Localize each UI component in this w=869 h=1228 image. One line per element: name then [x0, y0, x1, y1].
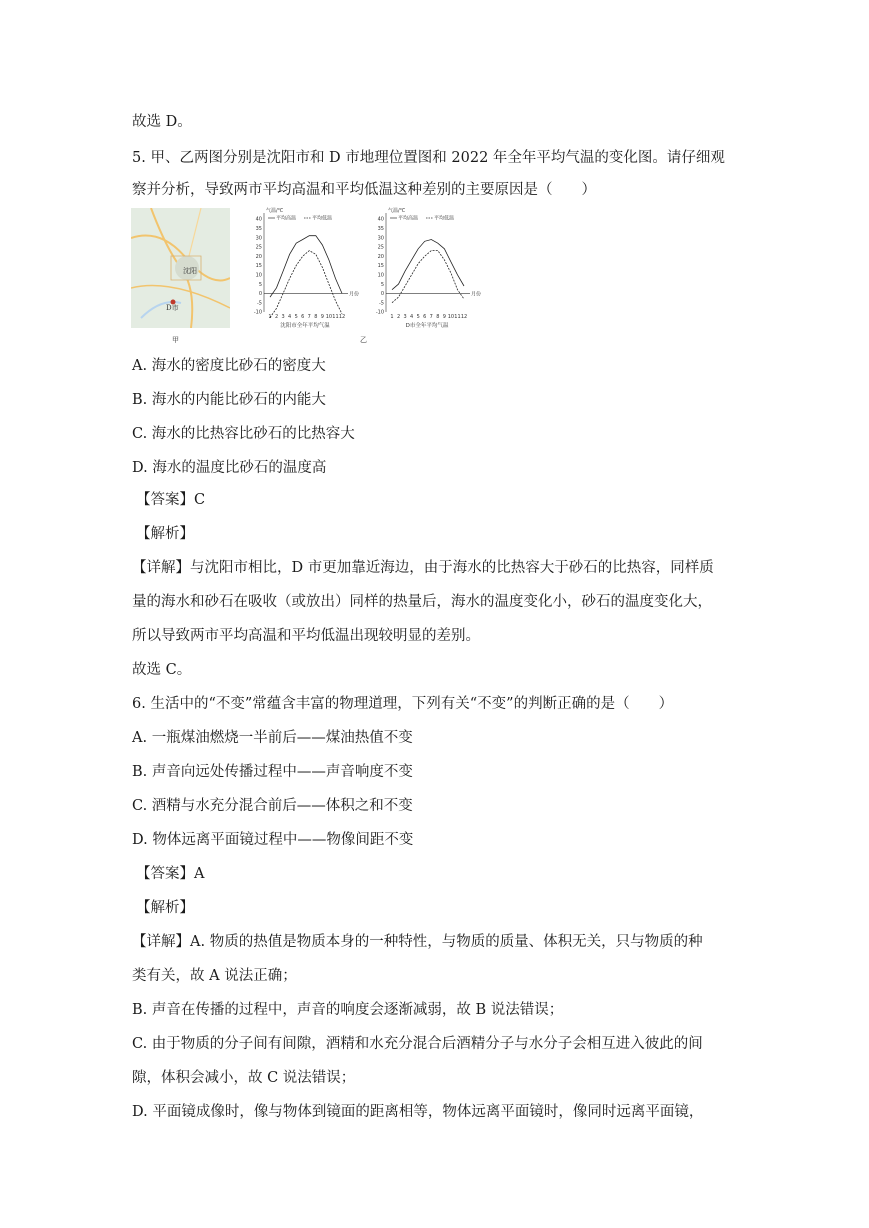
- detail-5-line-1: 【详解】与沈阳市相比，D 市更加靠近海边，由于海水的比热容大于砂石的比热容，同样质: [132, 560, 714, 576]
- x-tick-label: 11: [332, 314, 339, 320]
- x-tick-label: 5: [416, 314, 420, 320]
- legend-high-label: 平均高温: [276, 215, 297, 222]
- y-tick-label: 40: [377, 216, 384, 223]
- y-axis-label: 气温/℃: [388, 208, 406, 214]
- series-line-low: [392, 251, 464, 303]
- x-tick-label: 8: [314, 314, 318, 320]
- legend-low-label: 平均低温: [434, 215, 455, 222]
- option-c: C. 海水的比热容比砂石的比热容大: [132, 426, 355, 442]
- y-tick-label: 0: [258, 291, 262, 298]
- map-d-label: D市: [166, 304, 179, 312]
- option-6b: B. 声音向远处传播过程中——声音响度不变: [132, 764, 413, 780]
- option-6d: D. 物体远离平面镜过程中——物像间距不变: [132, 832, 414, 848]
- map-city-label: 沈阳: [183, 267, 197, 275]
- chart-title: D市全年平均气温: [405, 323, 449, 329]
- y-tick-label: 20: [255, 253, 262, 260]
- x-tick-label: 1: [390, 314, 394, 320]
- x-tick-label: 7: [429, 314, 433, 320]
- map-image: [131, 208, 230, 328]
- answer-5: 【答案】C: [136, 492, 206, 508]
- y-tick-label: 35: [255, 226, 262, 232]
- y-tick-label: 25: [377, 244, 384, 251]
- y-tick-label: 25: [255, 244, 262, 251]
- detail-6-line-3: B. 声音在传播的过程中，声音的响度会逐渐减弱，故 B 说法错误；: [132, 1002, 564, 1018]
- x-tick-label: 4: [410, 314, 414, 320]
- y-tick-label: 10: [377, 272, 384, 279]
- series-line-high: [392, 240, 464, 290]
- x-tick-label: 11: [454, 314, 461, 320]
- x-axis-label: 月份: [348, 291, 360, 298]
- option-b: B. 海水的内能比砂石的内能大: [132, 392, 326, 408]
- option-d: D. 海水的温度比砂石的温度高: [132, 460, 327, 476]
- x-tick-label: 6: [423, 314, 427, 320]
- y-tick-label: -10: [253, 309, 262, 316]
- detail-5-line-3: 所以导致两市平均高温和平均低温出现较明显的差别。: [132, 628, 480, 644]
- x-tick-label: 10: [325, 314, 333, 320]
- x-tick-label: 3: [403, 314, 407, 320]
- series-line-high: [270, 236, 342, 297]
- figure-label-yi: 乙: [360, 336, 367, 344]
- x-tick-label: 5: [294, 314, 298, 320]
- x-tick-label: 10: [447, 314, 455, 320]
- chart-title: 沈阳市全年平均气温: [280, 323, 330, 329]
- detail-5-line-2: 量的海水和砂石在吸收（或放出）同样的热量后，海水的温度变化小，砂石的温度变化大，: [132, 594, 712, 610]
- x-tick-label: 12: [460, 314, 468, 320]
- answer-6: 【答案】A: [136, 866, 205, 882]
- x-tick-label: 6: [301, 314, 305, 320]
- y-tick-label: 20: [377, 253, 384, 260]
- y-tick-label: 30: [377, 235, 384, 242]
- shenyang-temperature-chart: [250, 205, 368, 330]
- question-6: 6. 生活中的“不变”常蕴含丰富的物理道理，下列有关“不变”的判断正确的是（ ）: [132, 696, 674, 712]
- detail-6-line-4: C. 由于物质的分子间有间隙，酒精和水充分混合后酒精分子与水分子会相互进入彼此的间: [132, 1036, 703, 1052]
- y-tick-label: 15: [255, 263, 262, 270]
- x-tick-label: 12: [338, 314, 346, 320]
- option-6c: C. 酒精与水充分混合前后——体积之和不变: [132, 798, 413, 814]
- y-tick-label: 35: [377, 226, 384, 232]
- x-tick-label: 4: [288, 314, 292, 320]
- y-tick-label: -10: [375, 309, 384, 316]
- x-tick-label: 1: [268, 314, 272, 320]
- analysis-6-heading: 【解析】: [136, 900, 194, 916]
- x-tick-label: 8: [436, 314, 440, 320]
- y-tick-label: 5: [258, 281, 262, 288]
- y-tick-label: -5: [257, 300, 262, 307]
- question-5-line-1: 5. 甲、乙两图分别是沈阳市和 D 市地理位置图和 2022 年全年平均气温的变化图。请仔细观: [132, 150, 725, 166]
- conclusion-5: 故选 C。: [132, 662, 192, 678]
- map-figure: [131, 208, 230, 328]
- option-6a: A. 一瓶煤油燃烧一半前后——煤油热值不变: [132, 730, 413, 746]
- y-tick-label: 10: [255, 272, 262, 279]
- series-line-low: [270, 251, 342, 318]
- figure-label-jia: 甲: [172, 336, 179, 344]
- x-tick-label: 9: [320, 314, 324, 320]
- d-city-temperature-chart: [372, 205, 490, 330]
- detail-6-line-2: 类有关，故 A 说法正确；: [132, 968, 297, 984]
- detail-6-line-6: D. 平面镜成像时，像与物体到镜面的距离相等，物体远离平面镜时，像同时远离平面镜，: [132, 1104, 704, 1120]
- y-tick-label: 40: [255, 216, 262, 223]
- x-tick-label: 2: [274, 314, 279, 320]
- x-tick-label: 2: [396, 314, 401, 320]
- y-axis-label: 气温/℃: [266, 208, 284, 214]
- y-tick-label: 0: [380, 291, 384, 298]
- detail-6-line-1: 【详解】A. 物质的热值是物质本身的一种特性，与物质的质量、体积无关，只与物质的种: [132, 934, 703, 950]
- question-5-line-2: 察并分析，导致两市平均高温和平均低温这种差别的主要原因是（ ）: [132, 182, 596, 198]
- x-tick-label: 9: [442, 314, 446, 320]
- legend-low-label: 平均低温: [312, 215, 333, 222]
- option-a: A. 海水的密度比砂石的密度大: [132, 358, 326, 374]
- y-tick-label: 15: [377, 263, 384, 270]
- detail-6-line-5: 隙，体积会减小，故 C 说法错误；: [132, 1070, 356, 1086]
- legend-high-label: 平均高温: [398, 215, 419, 222]
- x-tick-label: 3: [281, 314, 285, 320]
- y-tick-label: -5: [379, 300, 384, 307]
- y-tick-label: 30: [255, 235, 262, 242]
- y-tick-label: 5: [380, 281, 384, 288]
- text-line-1: 故选 D。: [132, 114, 192, 130]
- x-axis-label: 月份: [470, 291, 482, 298]
- analysis-5-heading: 【解析】: [136, 526, 194, 542]
- x-tick-label: 7: [307, 314, 311, 320]
